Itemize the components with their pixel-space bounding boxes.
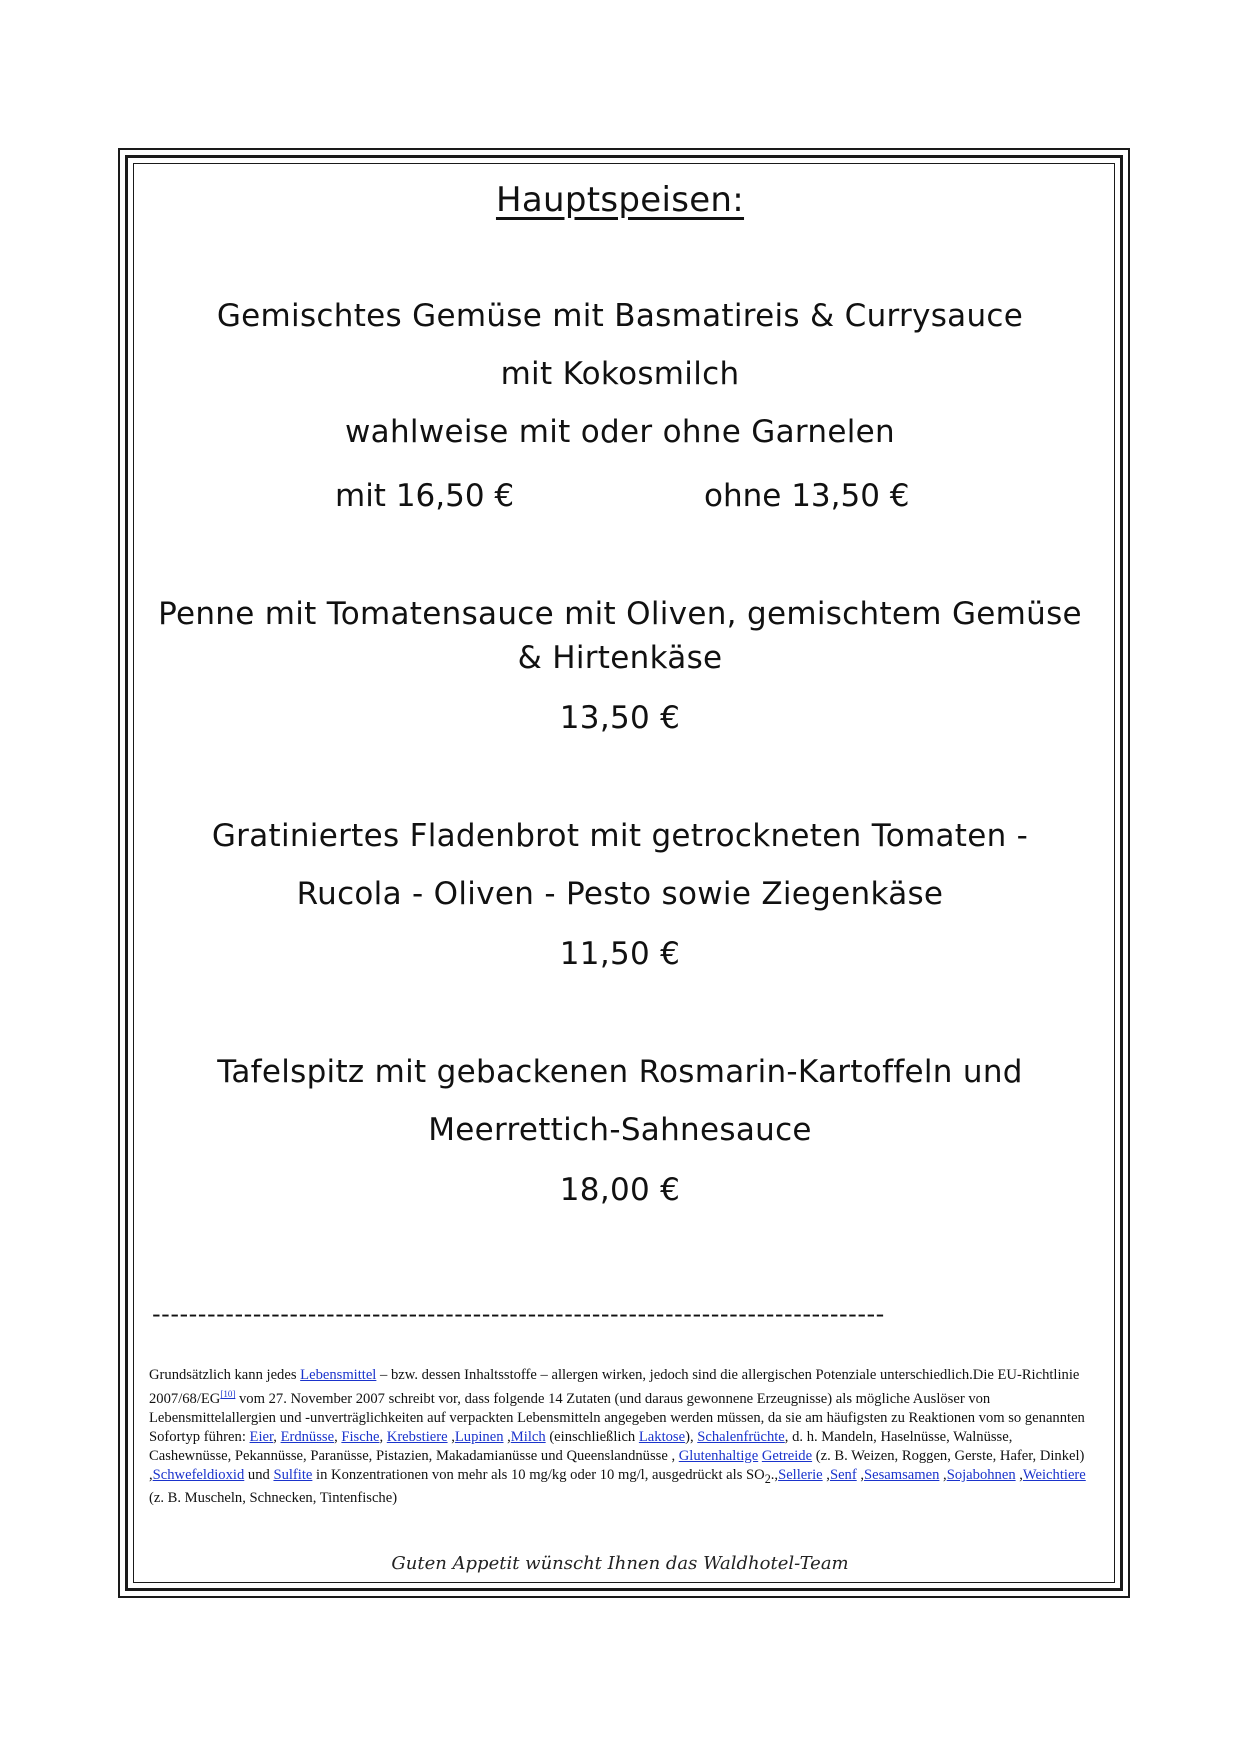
menu-title: Hauptspeisen: (495, 180, 745, 220)
dish-2-line-1: Penne mit Tomatensauce mit Oliven, gemischtem Gemüse (158, 596, 1082, 632)
dish-1-line-2: mit Kokosmilch (500, 356, 740, 392)
link-glutenhaltige[interactable]: Glutenhaltige (678, 1447, 759, 1464)
link-sesamsamen[interactable]: Sesamsamen (864, 1466, 940, 1483)
dish-4-line-1: Tafelspitz mit gebackenen Rosmarin-Kartoffeln und (217, 1054, 1023, 1090)
dish-4-price: 18,00 € (559, 1172, 681, 1208)
link-fische[interactable]: Fische (341, 1428, 380, 1445)
allergen-text: (z. B. Weizen, Roggen, Gerste, Hafer, Dinkel) , (149, 1447, 1085, 1483)
link-lupinen[interactable]: Lupinen (454, 1428, 504, 1445)
allergen-text: – bzw. dessen Inhaltsstoffe – allergen wirken, jedoch sind die allergischen Potenziale unterschiedlich.Die EU-Richtlinie 2007/68/EG (149, 1367, 1080, 1407)
allergen-notice: Grundsätzlich kann jedes Lebensmittel – bzw. dessen Inhaltsstoffe – allergen wirken, jedoch sind die allergischen Potenziale unterschiedlich.Die EU-Richtlinie 2007/68/EG[10] vom 27. November 2007 schreibt vor, dass folgende 14 Zutaten (und daraus gewonnene Erzeugnisse) als mögliche Auslöser von Lebensmittelallergien und -unverträglichkeiten auf verpackten Lebensmitteln angegeben werden müssen, da sie am häufigsten zu Reaktionen vom so genannten Sofortyp führen: Eier, Erdnüsse, Fische, Krebstiere ,Lupinen ,Milch (einschließlich Laktose), Schalenfrüchte, d. h. Mandeln, Haselnüsse, Walnüsse, Cashewnüsse, Pekannüsse, Paranüsse, Pistazien, Makadamianüsse und Queenslandnüsse , Glutenhaltige Getreide (z. B. Weizen, Roggen, Gerste, Hafer, Dinkel) ,Schwefeldioxid und Sulfite in Konzentrationen von mehr als 10 mg/kg oder 10 mg/l, ausgedrückt als $SO_2.,Sellerie$ ,Senf ,Sesamsamen ,Sojabohnen ,Weichtiere (z. B. Muscheln, Schnecken, Tintenfische) (149, 1367, 1086, 1506)
link-schalenfruechte[interactable]: Schalenfrüchte (697, 1428, 785, 1445)
allergen-text: (z. B. Muscheln, Schnecken, Tintenfische) (149, 1489, 398, 1506)
dish-2-price: 13,50 € (559, 700, 681, 736)
dish-1-line-1: Gemischtes Gemüse mit Basmatireis & Currysauce (216, 298, 1024, 334)
allergen-text: vom 27. November 2007 schreibt vor, dass folgende 14 Zutaten (und daraus gewonnene Erzeugnisse) als mögliche Auslöser von Lebensmittelallergien und -unverträglichkeiten auf verpackten Lebensmitteln angegeben werden müssen, da sie am häufigsten zu Reaktionen vom so genannten Sofortyp führen: (149, 1390, 1085, 1445)
dish-1-price-with: mit 16,50 € (335, 478, 515, 514)
link-reference[interactable]: [10] (220, 1389, 236, 1399)
dish-3-price: 11,50 € (559, 936, 681, 972)
link-getreide[interactable]: Getreide (761, 1447, 813, 1464)
allergen-text: , d. h. Mandeln, Haselnüsse, Walnüsse, Cashewnüsse, Pekannüsse, Paranüsse, Pistazien, Makadamianüsse und Queenslandnüsse , (149, 1428, 1013, 1464)
link-krebstiere[interactable]: Krebstiere (386, 1428, 448, 1445)
dish-1-line-3: wahlweise mit oder ohne Garnelen (345, 414, 895, 450)
link-laktose[interactable]: Laktose (638, 1428, 686, 1445)
allergen-text: und (244, 1466, 274, 1483)
link-erdnuesse[interactable]: Erdnüsse (280, 1428, 335, 1445)
link-milch[interactable]: Milch (510, 1428, 546, 1445)
link-eier[interactable]: Eier (249, 1428, 274, 1445)
allergen-text: ), (685, 1428, 698, 1445)
footer-greeting: Guten Appetit wünscht Ihnen das Waldhotel-Team (391, 1553, 849, 1574)
link-sulfite[interactable]: Sulfite (273, 1466, 313, 1483)
link-weichtiere[interactable]: Weichtiere (1022, 1466, 1086, 1483)
link-lebensmittel[interactable]: Lebensmittel (300, 1367, 377, 1383)
dish-3-line-2: Rucola - Oliven - Pesto sowie Ziegenkäse (296, 876, 944, 912)
link-schwefeldioxid[interactable]: Schwefeldioxid (152, 1466, 245, 1483)
allergen-text: ., (770, 1466, 779, 1483)
subscript-two: 2 (764, 1471, 771, 1486)
dish-2-line-2: & Hirtenkäse (517, 640, 723, 676)
link-senf[interactable]: Senf (829, 1466, 857, 1483)
link-sojabohnen[interactable]: Sojabohnen (946, 1466, 1016, 1483)
dish-1-prices (0, 478, 1240, 522)
dish-4-line-2: Meerrettich-Sahnesauce (428, 1112, 812, 1148)
link-sellerie[interactable]: Sellerie (778, 1466, 823, 1483)
allergen-text: in Konzentrationen von mehr als 10 mg/kg oder 10 mg/l, ausgedrückt als SO (312, 1466, 765, 1483)
allergen-text: Grundsätzlich kann jedes (149, 1367, 301, 1383)
allergen-text: (einschließlich (545, 1428, 639, 1445)
dashed-divider: -------------------------------------------------------------------------------- (152, 1300, 885, 1328)
dish-3-line-1: Gratiniertes Fladenbrot mit getrockneten Tomaten - (211, 818, 1029, 854)
dish-1-price-without: ohne 13,50 € (704, 478, 910, 514)
